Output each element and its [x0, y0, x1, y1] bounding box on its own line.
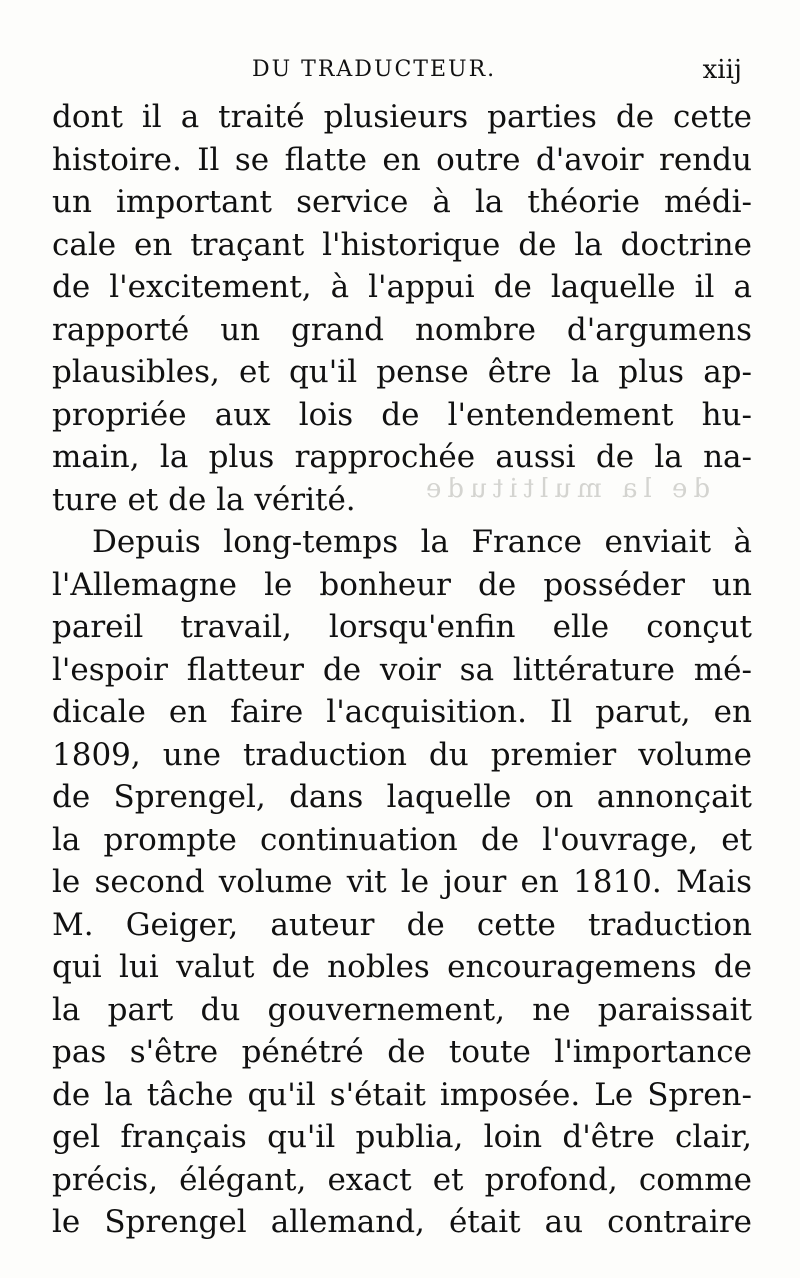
text-line: gel français qu'il publia, loin d'être clair,: [52, 1119, 752, 1155]
text-line: M. Geiger, auteur de cette traduction: [52, 906, 752, 943]
text-line: le Sprengel allemand, était au contraire: [52, 1204, 752, 1240]
text-line: 1809, une traduction du premier volume: [52, 736, 752, 773]
text-line: qui lui valut de nobles encouragemens de: [52, 949, 752, 985]
text-line: histoire. Il se flatte en outre d'avoir rendu: [52, 141, 752, 178]
text-line: propriée aux lois de l'entendement hu-: [52, 396, 752, 433]
text-line: pareil travail, lorsqu'enfin elle conçut: [52, 609, 752, 645]
text-line: main, la plus rapprochée aussi de la na-: [52, 439, 752, 475]
text-line: la prompte continuation de l'ouvrage, et: [52, 821, 752, 858]
text-line: l'espoir flatteur de voir sa littérature mé-: [52, 651, 752, 688]
text-line: dicale en faire l'acquisition. Il parut, en: [52, 694, 752, 730]
text-line: un important service à la théorie médi-: [52, 184, 752, 220]
text-line: pas s'être pénétré de toute l'importance: [52, 1034, 752, 1070]
paragraph-end-line: ture et de la vérité.: [52, 481, 356, 518]
page-number: xiij: [702, 55, 742, 85]
text-line: l'Allemagne le bonheur de posséder un: [52, 566, 752, 603]
show-through-text: de la multitude: [420, 474, 711, 504]
text-line: de la tâche qu'il s'était imposée. Le Spren-: [52, 1076, 752, 1113]
text-line: la part du gouvernement, ne paraissait: [52, 991, 752, 1028]
body-text: [52, 96, 752, 1244]
text-line: de Sprengel, dans laquelle on annonçait: [52, 779, 752, 815]
running-head: DU TRADUCTEUR.: [252, 57, 497, 82]
text-line: rapporté un grand nombre d'argumens: [52, 311, 752, 348]
text-line: plausibles, et qu'il pense être la plus ap-: [52, 354, 752, 390]
page-header: [52, 54, 762, 94]
text-line: précis, élégant, exact et profond, comme: [52, 1161, 752, 1198]
text-line: le second volume vit le jour en 1810. Mais: [52, 864, 752, 900]
text-line: dont il a traité plusieurs parties de cette: [52, 99, 752, 135]
paragraph-start-line: Depuis long-temps la France enviait à: [92, 524, 752, 560]
text-line: de l'excitement, à l'appui de laquelle il a: [52, 269, 752, 305]
text-line: cale en traçant l'historique de la doctrine: [52, 226, 752, 263]
